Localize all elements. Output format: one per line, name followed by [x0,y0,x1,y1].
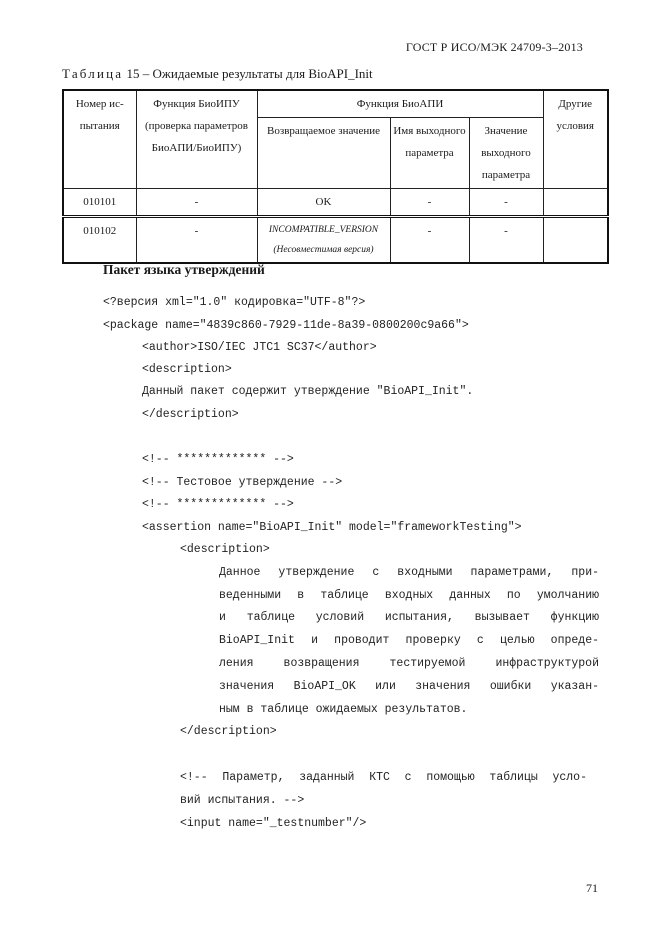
description-text-line: значения BioAPI_OK или значения ошибки указан- [219,680,599,693]
code-line: <input name="_testnumber"/> [180,817,367,830]
description-text-line: ления возвращения тестируемой инфраструктурой [219,657,599,670]
cell-output-value: - [469,189,543,217]
description-text-line: ным в таблице ожидаемых результатов. [219,703,468,716]
standard-header: ГОСТ Р ИСО/МЭК 24709-3–2013 [405,40,583,54]
description-text-line: BioAPI_Init и проводит проверку с целью опреде- [219,634,599,647]
cell-test-number: 010101 [63,189,136,217]
description-text-line: Данное утверждение с входными параметрами, при- [219,566,599,579]
table-row [63,189,608,217]
code-line: <package name="4839c860-7929-11de-8a39-0800200c9a66"> [103,319,469,332]
code-line: Данный пакет содержит утверждение "BioAPI_Init". [142,385,474,398]
page-number: 71 [586,881,598,895]
description-text-line: и таблице условий испытания, вызывает функцию [219,611,599,624]
header-output-value: Значение выходного параметра [469,118,543,189]
code-line: <description> [180,543,270,556]
table-caption-label: Таблица [62,66,124,81]
header-output-name: Имя выходного параметра [390,118,469,189]
header-ipu-function: Функция БиоИПУ (проверка параметров БиоАПИ/БиоИПУ) [136,90,257,189]
cell-test-number: 010102 [63,217,136,264]
cell-return: OK [257,189,390,217]
code-line: <assertion name="BioAPI_Init" model="frameworkTesting"> [142,521,522,534]
code-line: <?версия xml="1.0" кодировка="UTF-8"?> [103,296,366,309]
code-line: </description> [142,408,239,421]
header-return-value: Возвращаемое значение [257,118,390,189]
section-title: Пакет языка утверждений [103,262,265,277]
table-row [63,217,608,264]
cell-output-name: - [390,217,469,264]
expected-results-table [62,89,609,264]
cell-return [257,217,390,264]
description-text-line: веденными в таблице входных данных по умолчанию [219,589,599,602]
header-test-number: Номер ис-пытания [63,90,136,189]
cell-other [543,217,608,264]
cell-ipu: - [136,189,257,217]
cell-return-code: INCOMPATIBLE_VERSION [268,225,379,235]
table-caption [62,66,373,82]
cell-output-value: - [469,217,543,264]
cell-return-note: (Несовместимая версия) [273,245,374,255]
code-comment: <!-- Тестовое утверждение --> [142,476,343,489]
cell-ipu: - [136,217,257,264]
cell-other [543,189,608,217]
table-caption-text: 15 – Ожидаемые результаты для BioAPI_Init [123,66,373,81]
code-comment: <!-- ************* --> [142,498,294,511]
code-line: </description> [180,725,277,738]
code-line: <author>ISO/IEC JTC1 SC37</author> [142,341,377,354]
code-comment: <!-- ************* --> [142,453,294,466]
header-other-conditions: Другие условия [543,90,608,189]
header-api-function: Функция БиоАПИ [257,90,543,118]
code-comment: вий испытания. --> [180,794,305,807]
code-comment: <!-- Параметр, заданный КТС с помощью таблицы усло- [180,771,587,784]
code-line: <description> [142,363,232,376]
cell-output-name: - [390,189,469,217]
